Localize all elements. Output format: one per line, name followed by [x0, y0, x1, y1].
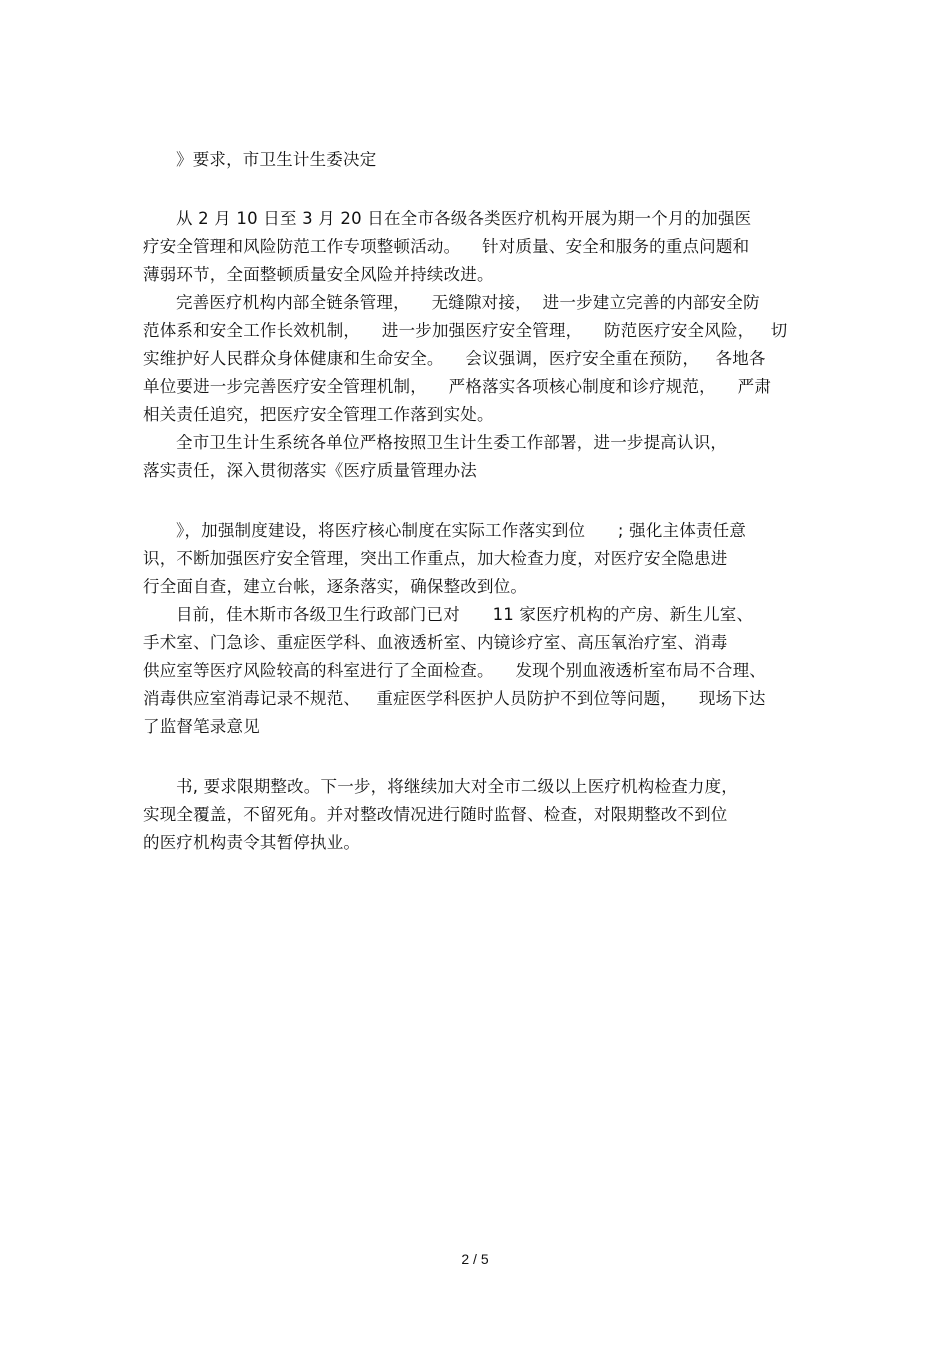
text-line: 单位要进一步完善医疗安全管理机制， 严格落实各项核心制度和诊疗规范， 严肃: [143, 377, 772, 396]
text-line: 从 2 月 10 日至 3 月 20 日在全市各级各类医疗机构开展为期一个月的加强医: [176, 209, 752, 228]
text-line: 》，加强制度建设，将医疗核心制度在实际工作落实到位 ; 强化主体责任意: [176, 521, 747, 540]
text-line: 完善医疗机构内部全链条管理， 无缝隙对接， 进一步建立完善的内部安全防: [176, 293, 760, 312]
text-line: 手术室、门急诊、重症医学科、血液透析室、内镜诊疗室、高压氧治疗室、消毒: [143, 633, 728, 652]
text-line: 消毒供应室消毒记录不规范、 重症医学科医护人员防护不到位等问题， 现场下达: [143, 689, 766, 708]
text-line: 书, 要求限期整改。下一步，将继续加大对全市二级以上医疗机构检查力度，: [176, 777, 738, 796]
text-line: 》要求，市卫生计生委决定: [176, 150, 377, 169]
text-line: 薄弱环节，全面整顿质量安全风险并持续改进。: [143, 265, 494, 284]
text-line: 行全面自查，建立台帐，逐条落实，确保整改到位。: [143, 577, 528, 596]
text-line: 识，不断加强医疗安全管理，突出工作重点，加大检查力度，对医疗安全隐患进: [143, 549, 728, 568]
page-number: 2 / 5: [461, 1251, 489, 1267]
text-line: 落实责任，深入贯彻落实《医疗质量管理办法: [143, 461, 477, 480]
text-line: 供应室等医疗风险较高的科室进行了全面检查。 发现个别血液透析室布局不合理、: [143, 661, 766, 680]
text-line: 相关责任追究，把医疗安全管理工作落到实处。: [143, 405, 494, 424]
text-line: 实现全覆盖，不留死角。并对整改情况进行随时监督、检查，对限期整改不到位: [143, 805, 728, 824]
text-line: 目前，佳木斯市各级卫生行政部门已对 11 家医疗机构的产房、新生儿室、: [176, 605, 754, 624]
text-line: 全市卫生计生系统各单位严格按照卫生计生委工作部署，进一步提高认识，: [176, 433, 728, 452]
text-line: 范体系和安全工作长效机制， 进一步加强医疗安全管理， 防范医疗安全风险， 切: [143, 321, 788, 340]
text-line: 了监督笔录意见: [143, 717, 260, 736]
text-line: 疗安全管理和风险防范工作专项整顿活动。 针对质量、安全和服务的重点问题和: [143, 237, 750, 256]
text-line: 的医疗机构责令其暂停执业。: [143, 833, 361, 852]
text-line: 实维护好人民群众身体健康和生命安全。 会议强调，医疗安全重在预防， 各地各: [143, 349, 766, 368]
